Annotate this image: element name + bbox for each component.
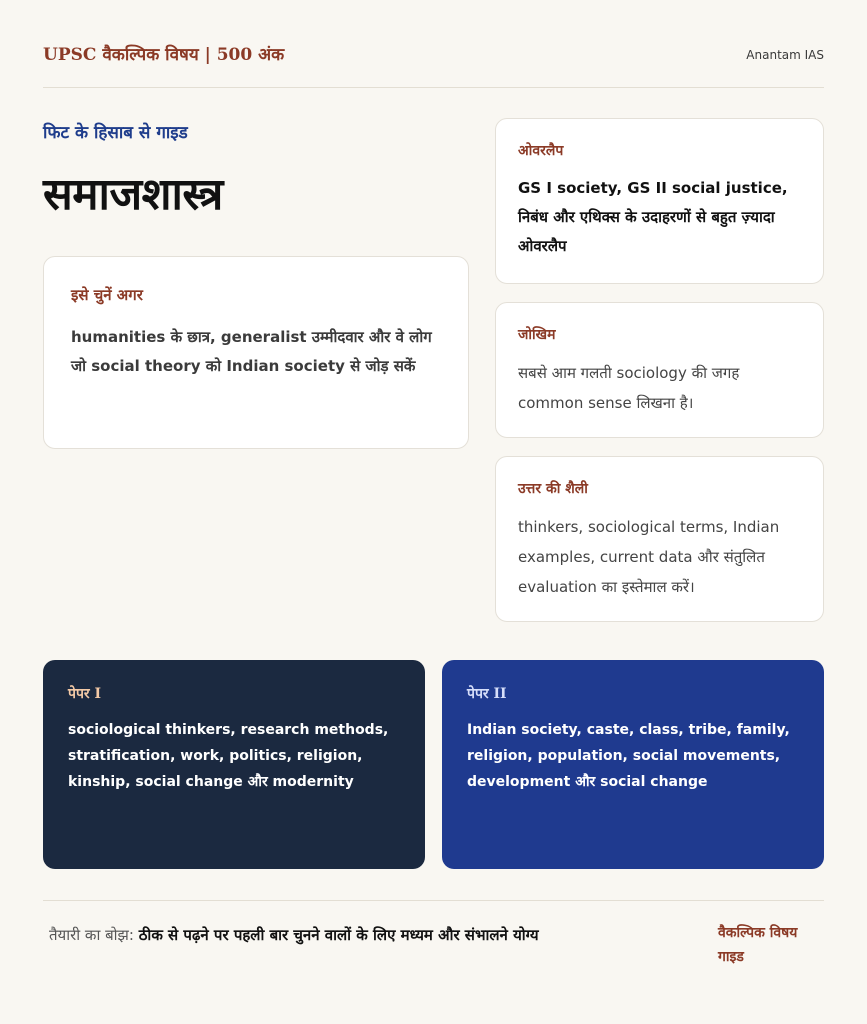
- overlap-text: GS I society, GS II social justice, निबंध और एथिक्स के उदाहरणों से बहुत ज़्यादा ओवरलैप: [518, 179, 788, 255]
- page-footer: [43, 900, 824, 980]
- footer-tag: वैकल्पिक विषय गाइड: [718, 925, 798, 965]
- burden-value: ठीक से पढ़ने पर पहली बार चुनने वालों के लिए मध्यम और संभालने योग्य: [138, 926, 539, 944]
- overlap-card: [495, 118, 824, 284]
- paper-1-topics: sociological thinkers, research methods, stratification, work, politics, religion, kinship, social change और modernity: [68, 722, 389, 790]
- answer-style-text: thinkers, sociological terms, Indian examples, current data और संतुलित evaluation का इस्तेमाल करें।: [518, 518, 780, 596]
- answer-style-card: [495, 456, 824, 622]
- paper-2-label: पेपर II: [467, 686, 507, 702]
- risk-card: [495, 302, 824, 438]
- page-header: [43, 40, 824, 88]
- brand-title: UPSC वैकल्पिक विषय | 500 अंक: [43, 45, 285, 65]
- paper-2-topics: Indian society, caste, class, tribe, family, religion, population, social movements, development और social change: [467, 722, 790, 790]
- risk-label: जोखिम: [518, 327, 556, 343]
- answer-style-label: उत्तर की शैली: [518, 481, 588, 497]
- preparation-burden: [49, 925, 539, 945]
- subject-title: समाजशास्त्र: [43, 169, 223, 220]
- choose-if-card: [43, 256, 469, 449]
- overlap-label: ओवरलैप: [518, 143, 564, 159]
- choose-if-label: इसे चुनें अगर: [71, 286, 143, 304]
- guide-kicker: फिट के हिसाब से गाइड: [43, 123, 188, 143]
- risk-text: सबसे आम गलती sociology की जगह common sense लिखना है।: [518, 364, 740, 412]
- organization-name: Anantam IAS: [746, 48, 824, 62]
- paper-2-card: [442, 660, 824, 869]
- paper-1-card: [43, 660, 425, 869]
- choose-if-text: humanities के छात्र, generalist उम्मीदवार और वे लोग जो social theory को Indian society से जोड़ सकें: [71, 328, 432, 375]
- burden-label: तैयारी का बोझ:: [49, 926, 139, 944]
- paper-1-label: पेपर I: [68, 686, 102, 702]
